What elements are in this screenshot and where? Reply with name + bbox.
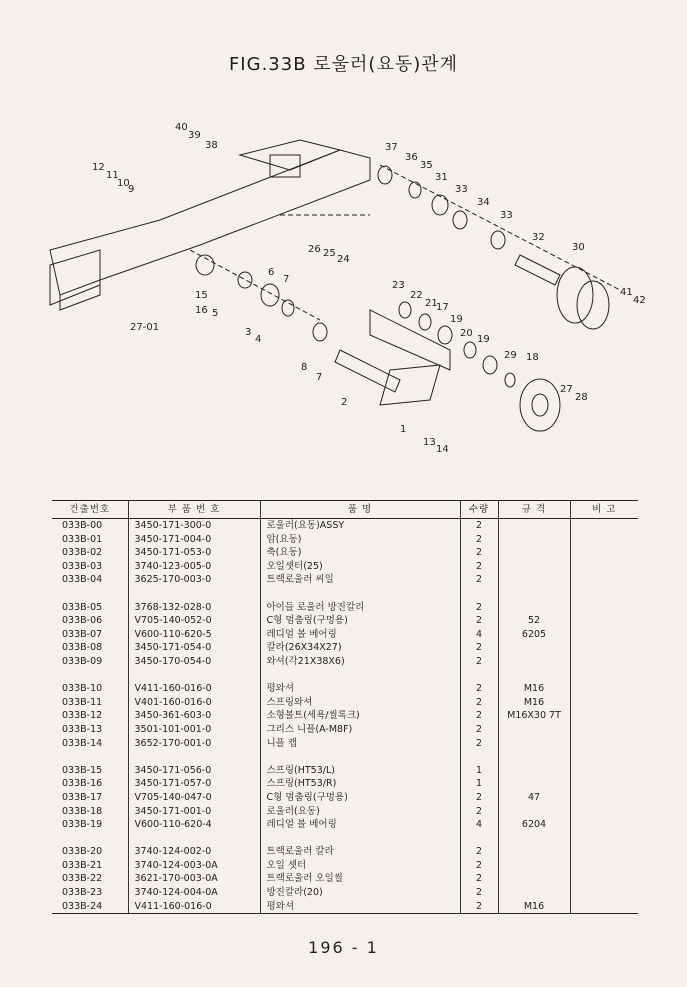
cell-remarks	[570, 655, 638, 669]
cell-number: 033B-13	[62, 723, 103, 735]
callout-3: 3	[245, 327, 252, 338]
callout-40: 40	[175, 122, 188, 133]
cell-number: 033B-24	[52, 900, 128, 914]
callout-6: 6	[268, 267, 275, 278]
col-header-qty: 수량	[460, 501, 498, 519]
cell-spec	[498, 859, 570, 873]
ring-7	[282, 300, 294, 316]
cell-spec	[498, 641, 570, 655]
cell-part-number: 3450-171-001-0	[128, 804, 260, 818]
cell-remarks	[570, 791, 638, 805]
callout-35: 35	[420, 160, 433, 171]
col-header-name: 품 명	[260, 501, 460, 519]
cell-qty: 4	[460, 818, 498, 832]
cell-qty: 2	[460, 601, 498, 615]
cell-qty: 2	[460, 682, 498, 696]
cell-number: 033B-09	[62, 655, 103, 667]
cell-remarks	[570, 560, 638, 574]
cell-remarks	[570, 845, 638, 859]
cell-number: 033B-06	[62, 615, 103, 627]
cell-spec	[498, 546, 570, 560]
callout-34: 34	[477, 197, 490, 208]
callout-labels	[92, 122, 646, 455]
cell-qty: 1	[460, 777, 498, 791]
cell-number: 033B-16	[62, 778, 103, 790]
callout-28: 28	[575, 392, 588, 403]
seal-22	[419, 314, 431, 330]
cell-number: 033B-22	[62, 873, 103, 885]
cell-spec	[498, 737, 570, 751]
cell-remarks	[570, 764, 638, 778]
cell-name: C형 멈춤링(구멍용)	[260, 791, 460, 805]
cell-number: 033B-07	[62, 628, 103, 640]
cell-spec: 52	[498, 614, 570, 628]
cell-number: 033B-12	[62, 710, 103, 722]
cell-spec	[498, 845, 570, 859]
cell-spec	[498, 560, 570, 574]
table-row	[52, 533, 638, 547]
cell-number: 033B-23	[62, 887, 103, 899]
cell-name: 축(요동)	[260, 546, 460, 560]
callout-37: 37	[385, 142, 398, 153]
cell-name: 로울러(요동)	[260, 804, 460, 818]
callout-1: 1	[400, 424, 407, 435]
cell-remarks	[570, 628, 638, 642]
callout-11: 11	[106, 170, 119, 181]
callout-31: 31	[435, 172, 448, 183]
cell-number: 033B-04	[62, 574, 103, 586]
cell-remarks	[570, 696, 638, 710]
cell-remarks	[570, 804, 638, 818]
group-spacer	[52, 587, 638, 601]
callout-27: 27	[560, 384, 573, 395]
cell-qty: 2	[460, 845, 498, 859]
table-row	[52, 737, 638, 751]
cell-number: 033B-03	[62, 560, 103, 572]
cell-part-number: 3740-124-002-0	[128, 845, 260, 859]
callout-23: 23	[392, 280, 405, 291]
callout-27-01: 27-01	[130, 322, 160, 333]
cell-number: 033B-01	[62, 533, 103, 545]
table-row	[52, 682, 638, 696]
cell-part-number: V705-140-052-0	[128, 614, 260, 628]
frame-lower	[50, 250, 100, 305]
cell-part-number: 3625-170-003-0	[128, 573, 260, 587]
cell-part-number: 3740-124-003-0A	[128, 859, 260, 873]
callout-20: 20	[460, 328, 473, 339]
callout-32: 32	[532, 232, 545, 243]
cell-number: 033B-10	[62, 683, 103, 695]
callout-24: 24	[337, 254, 350, 265]
cell-qty: 2	[460, 723, 498, 737]
cell-qty: 2	[460, 546, 498, 560]
callout-36: 36	[405, 152, 418, 163]
cell-part-number: 3450-171-004-0	[128, 533, 260, 547]
washer-35	[409, 182, 421, 198]
callout-5: 5	[212, 308, 219, 319]
callout-33: 33	[500, 210, 513, 221]
callout-7: 7	[316, 372, 323, 383]
cell-part-number: V600-110-620-4	[128, 818, 260, 832]
cell-spec	[498, 777, 570, 791]
shaft-32	[515, 255, 560, 285]
cell-number: 033B-00	[62, 520, 103, 532]
cell-spec: 6205	[498, 628, 570, 642]
cell-spec	[498, 655, 570, 669]
bearing-19	[438, 326, 452, 344]
table-row	[52, 764, 638, 778]
cell-remarks	[570, 900, 638, 914]
cell-qty: 2	[460, 859, 498, 873]
cell-qty: 2	[460, 655, 498, 669]
cell-qty: 4	[460, 628, 498, 642]
cell-part-number: V705-140-047-0	[128, 791, 260, 805]
cell-spec	[498, 723, 570, 737]
callout-17: 17	[436, 302, 449, 313]
cell-remarks	[570, 682, 638, 696]
table-row	[52, 601, 638, 615]
col-header-part-number: 부 품 번 호	[128, 501, 260, 519]
callout-26: 26	[308, 244, 321, 255]
cell-remarks	[570, 872, 638, 886]
cell-remarks	[570, 886, 638, 900]
washer-37	[378, 166, 392, 184]
cell-name: 평와셔	[260, 900, 460, 914]
ring-29	[505, 373, 515, 387]
cell-part-number: 3501-101-001-0	[128, 723, 260, 737]
cell-number: 033B-02	[62, 547, 103, 559]
callout-9: 9	[128, 184, 135, 195]
table-row	[52, 859, 638, 873]
cell-spec	[498, 533, 570, 547]
bearing-19b	[483, 356, 497, 374]
collar-33	[453, 211, 467, 229]
callout-30: 30	[572, 242, 585, 253]
callout-16: 16	[195, 305, 208, 316]
cell-part-number: 3450-171-300-0	[128, 519, 260, 533]
cell-qty: 2	[460, 709, 498, 723]
cell-qty: 2	[460, 560, 498, 574]
table-row	[52, 845, 638, 859]
cell-qty: 2	[460, 791, 498, 805]
collar-8	[313, 323, 327, 341]
callout-12: 12	[92, 162, 105, 173]
collar-5	[238, 272, 252, 288]
cell-name: 오일셋터(25)	[260, 560, 460, 574]
cell-name: 와셔(각21X38X6)	[260, 655, 460, 669]
cell-part-number: 3740-124-004-0A	[128, 886, 260, 900]
cell-number: 033B-20	[62, 846, 103, 858]
cell-part-number: 3621-170-003-0A	[128, 872, 260, 886]
cell-qty: 2	[460, 614, 498, 628]
callout-25: 25	[323, 248, 336, 259]
callout-4: 4	[255, 334, 262, 345]
cell-part-number: V411-160-016-0	[128, 682, 260, 696]
cell-remarks	[570, 601, 638, 615]
cell-number: 033B-19	[62, 819, 103, 831]
cell-remarks	[570, 818, 638, 832]
cell-part-number: 3740-123-005-0	[128, 560, 260, 574]
callout-29: 29	[504, 350, 517, 361]
callout-38: 38	[205, 140, 218, 151]
cell-qty: 2	[460, 737, 498, 751]
table-row	[52, 723, 638, 737]
cell-number: 033B-08	[62, 642, 103, 654]
bearing-31	[432, 195, 448, 215]
cell-name: 로울러(요동)ASSY	[260, 519, 460, 533]
table-row	[52, 886, 638, 900]
cell-name: 스프링(HT53/R)	[260, 777, 460, 791]
roller-30	[557, 267, 593, 323]
callout-42: 42	[633, 295, 646, 306]
cell-name: 칼라(26X34X27)	[260, 641, 460, 655]
cell-part-number: 3768-132-028-0	[128, 601, 260, 615]
table-row	[52, 614, 638, 628]
cell-name: 트랙로울러 씨일	[260, 573, 460, 587]
cell-remarks	[570, 573, 638, 587]
cell-spec	[498, 872, 570, 886]
cell-name: 방진칼라(20)	[260, 886, 460, 900]
cell-remarks	[570, 641, 638, 655]
cell-qty: 2	[460, 641, 498, 655]
cell-remarks	[570, 546, 638, 560]
cell-remarks	[570, 614, 638, 628]
cell-spec	[498, 886, 570, 900]
collar-20	[464, 342, 476, 358]
cell-name: 레디얼 볼 베어링	[260, 628, 460, 642]
group-spacer	[52, 832, 638, 846]
callout-2: 2	[341, 397, 348, 408]
callout-13: 13	[423, 437, 436, 448]
axis-line-lower	[190, 250, 320, 320]
table-row	[52, 628, 638, 642]
table-row	[52, 519, 638, 533]
cell-part-number: V401-160-016-0	[128, 696, 260, 710]
cell-qty: 2	[460, 696, 498, 710]
callout-14: 14	[436, 444, 449, 455]
table-row	[52, 872, 638, 886]
group-spacer	[52, 750, 638, 764]
callout-19: 19	[450, 314, 463, 325]
frame-box	[270, 155, 300, 177]
table-row	[52, 818, 638, 832]
parts-table-body	[52, 519, 638, 914]
cell-spec: 47	[498, 791, 570, 805]
page-number: 196 - 1	[308, 938, 379, 957]
cell-name: 소형볼트(세욕/씰록크)	[260, 709, 460, 723]
cell-spec	[498, 601, 570, 615]
cell-part-number: 3450-170-054-0	[128, 655, 260, 669]
cell-name: 레디얼 볼 베어링	[260, 818, 460, 832]
cell-spec: M16	[498, 696, 570, 710]
table-row	[52, 804, 638, 818]
callout-8: 8	[301, 362, 308, 373]
callout-10: 10	[117, 178, 130, 189]
cell-name: C형 멈춤링(구멍용)	[260, 614, 460, 628]
cell-name: 니플 캡	[260, 737, 460, 751]
cell-spec: 6204	[498, 818, 570, 832]
cell-spec	[498, 804, 570, 818]
cell-part-number: 3450-171-056-0	[128, 764, 260, 778]
cell-name: 트랙로울러 칼라	[260, 845, 460, 859]
callout-7: 7	[283, 274, 290, 285]
callout-33: 33	[455, 184, 468, 195]
table-row	[52, 791, 638, 805]
collar-23	[399, 302, 411, 318]
table-row	[52, 546, 638, 560]
callout-15: 15	[195, 290, 208, 301]
cell-part-number: 3450-171-053-0	[128, 546, 260, 560]
table-header	[52, 501, 638, 519]
callout-18: 18	[526, 352, 539, 363]
table-row	[52, 560, 638, 574]
cell-qty: 2	[460, 872, 498, 886]
cell-part-number: 3450-171-057-0	[128, 777, 260, 791]
cell-name: 트랙로울러 오일씰	[260, 872, 460, 886]
table-row	[52, 696, 638, 710]
col-header-number: 건출번호	[52, 501, 128, 519]
cell-name: 스프링와셔	[260, 696, 460, 710]
group-spacer	[52, 669, 638, 683]
cell-qty: 2	[460, 804, 498, 818]
cell-number: 033B-11	[62, 696, 103, 708]
callout-19: 19	[477, 334, 490, 345]
cell-part-number: V411-160-016-0	[128, 900, 260, 914]
cell-part-number: 3450-361-603-0	[128, 709, 260, 723]
cell-part-number: 3652-170-001-0	[128, 737, 260, 751]
table-row	[52, 777, 638, 791]
collar-33b	[491, 231, 505, 249]
exploded-parts-diagram	[40, 110, 650, 460]
cell-qty: 2	[460, 519, 498, 533]
cell-spec: M16X30 7T	[498, 709, 570, 723]
cell-number: 033B-18	[62, 805, 103, 817]
cell-part-number: V600-110-620-5	[128, 628, 260, 642]
cell-qty: 2	[460, 886, 498, 900]
col-header-remarks: 비 고	[570, 501, 638, 519]
table-row	[52, 641, 638, 655]
cell-name: 평와셔	[260, 682, 460, 696]
cell-name: 오일 셋터	[260, 859, 460, 873]
shaft-2	[335, 350, 400, 392]
cell-spec	[498, 764, 570, 778]
cell-remarks	[570, 777, 638, 791]
cell-spec: M16	[498, 682, 570, 696]
cell-name: 아이들 로울러 방진칼리	[260, 601, 460, 615]
cell-qty: 2	[460, 900, 498, 914]
callout-39: 39	[188, 130, 201, 141]
table-row	[52, 573, 638, 587]
callout-41: 41	[620, 287, 633, 298]
cell-number: 033B-05	[62, 601, 103, 613]
swing-arm-1	[380, 365, 440, 405]
cell-number: 033B-14	[62, 737, 103, 749]
arm-plate	[370, 310, 450, 370]
cell-remarks	[570, 533, 638, 547]
cell-remarks	[570, 859, 638, 873]
cell-number: 033B-17	[62, 791, 103, 803]
cell-remarks	[570, 737, 638, 751]
cell-spec: M16	[498, 900, 570, 914]
table-row	[52, 900, 638, 914]
cell-name: 그리스 니플(A-M8F)	[260, 723, 460, 737]
cell-number: 033B-15	[62, 764, 103, 776]
page-title: FIG.33B 로울러(요동)관계	[228, 54, 459, 75]
col-header-spec: 규 격	[498, 501, 570, 519]
cell-name: 스프링(HT53/L)	[260, 764, 460, 778]
cell-part-number: 3450-171-054-0	[128, 641, 260, 655]
parts-table	[52, 500, 638, 914]
frame-side	[60, 280, 100, 310]
cell-name: 암(요동)	[260, 533, 460, 547]
cell-spec	[498, 519, 570, 533]
callout-21: 21	[425, 298, 438, 309]
cell-spec	[498, 573, 570, 587]
cell-qty: 2	[460, 533, 498, 547]
cell-remarks	[570, 709, 638, 723]
cell-number: 033B-21	[62, 859, 103, 871]
callout-22: 22	[410, 290, 423, 301]
roller-18	[520, 379, 560, 431]
table-row	[52, 655, 638, 669]
bearing-6	[261, 284, 279, 306]
cell-remarks	[570, 519, 638, 533]
cell-remarks	[570, 723, 638, 737]
table-row	[52, 709, 638, 723]
cell-qty: 2	[460, 573, 498, 587]
cell-qty: 1	[460, 764, 498, 778]
